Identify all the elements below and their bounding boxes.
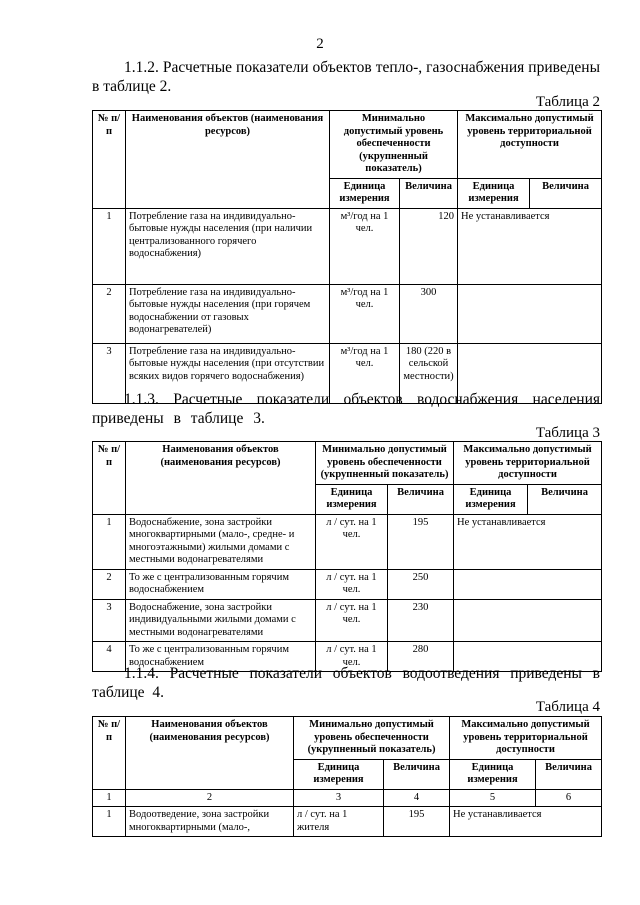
row-name: Потребление газа на индивидуально-бытовые нужды населения (при горячем водоснабжении от газовых водонагревателей)	[126, 284, 330, 343]
row-num: 4	[93, 642, 126, 672]
header-num: № п/п	[93, 442, 126, 515]
header-num: № п/п	[93, 717, 126, 790]
table-row	[93, 569, 602, 599]
column-number: 5	[450, 789, 536, 807]
header-unit: Единица измерения	[330, 178, 400, 208]
header-value: Величина	[400, 178, 458, 208]
header-name: Наименования объектов (наименования ресурсов)	[126, 111, 330, 209]
row-unit: м³/год на 1 чел.	[330, 343, 400, 403]
row-num: 3	[93, 343, 126, 403]
row-unit: л / сут. на 1 чел.	[316, 569, 388, 599]
header-unit: Единица измерения	[294, 759, 384, 789]
header-value: Величина	[384, 759, 450, 789]
row-name: То же с централизованным горячим водоснабжением	[126, 642, 316, 672]
header-unit: Единица измерения	[458, 178, 530, 208]
row-max	[454, 569, 602, 599]
row-value: 280	[388, 642, 454, 672]
header-unit: Единица измерения	[316, 484, 388, 514]
column-number: 2	[126, 789, 294, 807]
page-number: 2	[316, 36, 324, 52]
row-num: 1	[93, 807, 126, 837]
paragraph-1-1-2: 1.1.2. Расчетные показатели объектов тепло-, газоснабжения приведены в таблице 2.	[92, 59, 600, 95]
table-4-caption: Таблица 4	[535, 699, 600, 715]
row-value: 120	[400, 208, 458, 284]
table-row	[93, 284, 602, 343]
row-value: 230	[388, 599, 454, 642]
header-max: Максимально допустимый уровень территориальной доступности	[450, 717, 602, 760]
row-num: 2	[93, 569, 126, 599]
table-row	[93, 208, 602, 284]
header-value: Величина	[388, 484, 454, 514]
row-unit: л / сут. на 1 жителя	[294, 807, 384, 837]
header-max: Максимально допустимый уровень территориальной доступности	[458, 111, 602, 179]
column-number: 4	[384, 789, 450, 807]
table-row	[93, 514, 602, 569]
paragraph-1-1-4: 1.1.4. Расчетные показатели объектов водоотведения приведены в таблице 4.	[92, 665, 600, 701]
row-value: 195	[384, 807, 450, 837]
row-name: Водоотведение, зона застройки многоквартирными (мало-,	[126, 807, 294, 837]
row-value: 250	[388, 569, 454, 599]
table-3	[92, 441, 602, 672]
row-value: 180 (220 в сельской местности)	[400, 343, 458, 403]
row-num: 1	[93, 514, 126, 569]
row-num: 3	[93, 599, 126, 642]
header-unit: Единица измерения	[454, 484, 528, 514]
row-unit: л / сут. на 1 чел.	[316, 642, 388, 672]
row-name: Водоснабжение, зона застройки многоквартирными (мало-, средне- и многоэтажными) жилыми домами с местными водонагревателями	[126, 514, 316, 569]
table-row	[93, 807, 602, 837]
column-number-row	[93, 789, 602, 807]
header-name: Наименования объектов (наименования ресурсов)	[126, 717, 294, 790]
row-name: Потребление газа на индивидуально-бытовые нужды населения (при наличии централизованного горячего водоснабжения)	[126, 208, 330, 284]
row-name: Водоснабжение, зона застройки индивидуальными жилыми домами с местными водонагревателями	[126, 599, 316, 642]
table-2	[92, 110, 602, 404]
header-min: Минимально допустимый уровень обеспеченности (укрупненный показатель)	[330, 111, 458, 179]
header-num: № п/п	[93, 111, 126, 209]
row-name: То же с централизованным горячим водоснабжением	[126, 569, 316, 599]
row-unit: л / сут. на 1 чел.	[316, 599, 388, 642]
row-max: Не устанавливается	[454, 514, 602, 569]
row-max	[458, 284, 602, 343]
header-name: Наименования объектов (наименования ресурсов)	[126, 442, 316, 515]
paragraph-1-1-3: 1.1.3. Расчетные показатели объектов водоснабжения населения приведены в таблице 3.	[92, 391, 600, 427]
row-unit: м³/год на 1 чел.	[330, 284, 400, 343]
table-4	[92, 716, 602, 837]
table-row	[93, 599, 602, 642]
column-number: 6	[536, 789, 602, 807]
header-value: Величина	[530, 178, 602, 208]
row-value: 300	[400, 284, 458, 343]
header-value: Величина	[528, 484, 602, 514]
row-unit: м³/год на 1 чел.	[330, 208, 400, 284]
header-max: Максимально допустимый уровень территориальной доступности	[454, 442, 602, 485]
row-max: Не устанавливается	[458, 208, 602, 284]
header-unit: Единица измерения	[450, 759, 536, 789]
row-num: 2	[93, 284, 126, 343]
header-value: Величина	[536, 759, 602, 789]
row-max	[454, 599, 602, 642]
table-2-caption: Таблица 2	[535, 94, 600, 110]
header-min: Минимально допустимый уровень обеспеченности (укрупненный показатель)	[316, 442, 454, 485]
row-max: Не устанавливается	[450, 807, 602, 837]
row-name: Потребление газа на индивидуально-бытовые нужды населения (при отсутствии всяких видов горячего водоснабжения)	[126, 343, 330, 403]
table-3-caption: Таблица 3	[535, 425, 600, 441]
row-num: 1	[93, 208, 126, 284]
row-unit: л / сут. на 1 чел.	[316, 514, 388, 569]
column-number: 3	[294, 789, 384, 807]
column-number: 1	[93, 789, 126, 807]
row-value: 195	[388, 514, 454, 569]
header-min: Минимально допустимый уровень обеспеченности (укрупненный показатель)	[294, 717, 450, 760]
